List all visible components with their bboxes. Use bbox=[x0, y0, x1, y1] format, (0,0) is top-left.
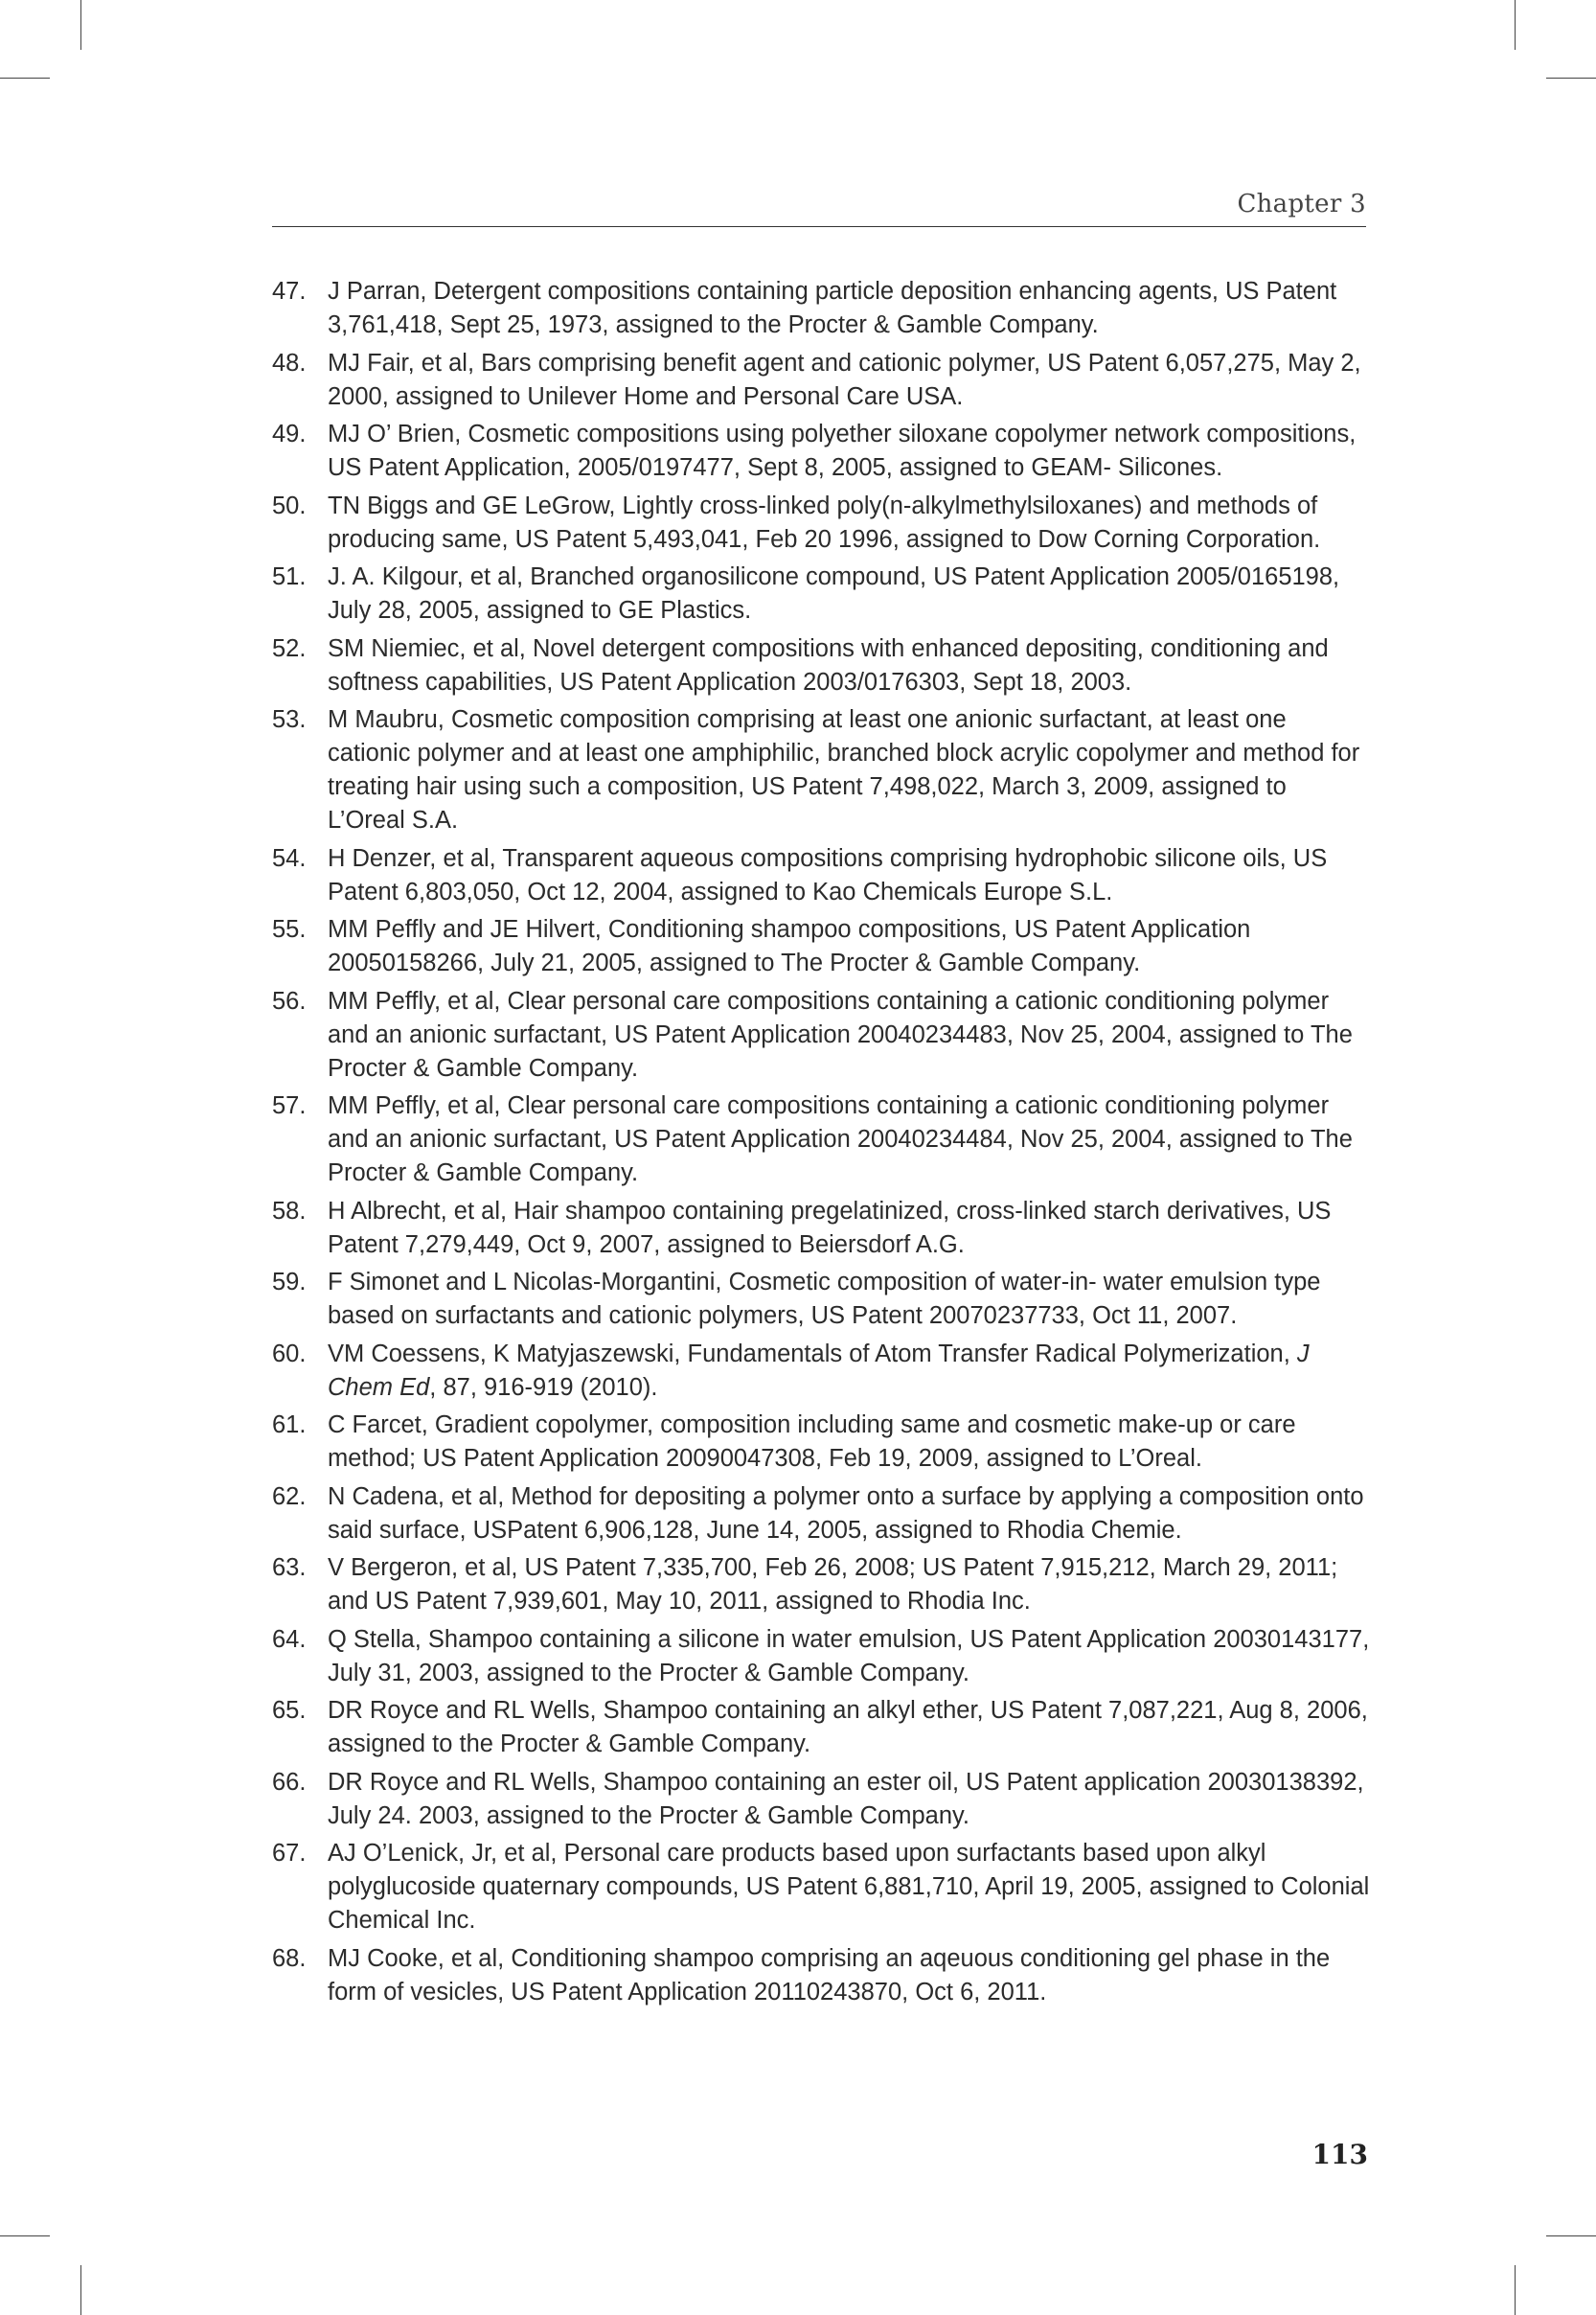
crop-mark bbox=[0, 2235, 50, 2236]
reference-item bbox=[272, 1551, 1370, 1618]
reference-number: 62. bbox=[272, 1482, 307, 1510]
reference-text: H Albrecht, et al, Hair shampoo containing pregelatinized, cross-linked starch derivatives, US Patent 7,279,449, Oct 9, 2007, assigned to Beiersdorf A.G. bbox=[328, 1197, 1332, 1258]
reference-number: 58. bbox=[272, 1197, 307, 1225]
reference-item bbox=[272, 1694, 1370, 1761]
reference-text: C Farcet, Gradient copolymer, composition including same and cosmetic make-up or care method; US Patent Application 20090047308, Feb 19, 2009, assigned to L’Oreal. bbox=[328, 1411, 1296, 1472]
reference-text: MM Peffly, et al, Clear personal care compositions containing a cationic conditioning polymer and an anionic surfactant, US Patent Application 20040234484, Nov 25, 2004, assigned to The Procter & Gamble Company. bbox=[328, 1092, 1353, 1186]
reference-text-part: VM Coessens, K Matyjaszewski, Fundamentals of Atom Transfer Radical Polymerization, bbox=[328, 1340, 1297, 1367]
reference-item bbox=[272, 561, 1370, 628]
reference-item bbox=[272, 1837, 1370, 1937]
reference-number: 60. bbox=[272, 1340, 307, 1367]
reference-text: MJ Cooke, et al, Conditioning shampoo comprising an aqeuous conditioning gel phase in the form of vesicles, US Patent Application 20110243870, Oct 6, 2011. bbox=[328, 1944, 1331, 2006]
reference-text: MM Peffly and JE Hilvert, Conditioning shampoo compositions, US Patent Application 20050158266, July 21, 2005, assigned to The Procter & Gamble Company. bbox=[328, 916, 1251, 976]
reference-number: 57. bbox=[272, 1092, 307, 1119]
reference-text: Q Stella, Shampoo containing a silicone in water emulsion, US Patent Application 20030143177, July 31, 2003, assigned to the Procter & Gamble Company. bbox=[328, 1625, 1370, 1686]
reference-item bbox=[272, 1089, 1370, 1190]
crop-mark bbox=[1515, 2265, 1516, 2315]
reference-item bbox=[272, 985, 1370, 1086]
reference-item bbox=[272, 1195, 1370, 1262]
reference-item bbox=[272, 490, 1370, 557]
reference-text: MJ Fair, et al, Bars comprising benefit agent and cationic polymer, US Patent 6,057,275, May 2, 2000, assigned to Unilever Home and Personal Care USA. bbox=[328, 349, 1361, 410]
reference-text: TN Biggs and GE LeGrow, Lightly cross-linked poly(n-alkylmethylsiloxanes) and methods of producing same, US Patent 5,493,041, Feb 20 1996, assigned to Dow Corning Corporation. bbox=[328, 492, 1321, 553]
reference-number: 61. bbox=[272, 1411, 307, 1438]
chapter-label: Chapter 3 bbox=[1237, 190, 1366, 218]
reference-text-part: , 87, 916-919 (2010). bbox=[429, 1373, 658, 1401]
reference-list bbox=[272, 275, 1370, 2013]
crop-mark bbox=[1546, 78, 1596, 79]
reference-number: 65. bbox=[272, 1697, 307, 1724]
reference-text: F Simonet and L Nicolas-Morgantini, Cosmetic composition of water-in- water emulsion type based on surfactants and cationic polymers, US Patent 20070237733, Oct 11, 2007. bbox=[328, 1269, 1321, 1329]
reference-number: 53. bbox=[272, 706, 307, 733]
reference-item bbox=[272, 1623, 1370, 1690]
reference-item bbox=[272, 275, 1370, 342]
reference-number: 67. bbox=[272, 1840, 307, 1867]
reference-text: J Parran, Detergent compositions containing particle deposition enhancing agents, US Patent 3,761,418, Sept 25, 1973, assigned to the Procter & Gamble Company. bbox=[328, 278, 1337, 338]
reference-number: 56. bbox=[272, 987, 307, 1015]
reference-item bbox=[272, 913, 1370, 980]
reference-number: 64. bbox=[272, 1625, 307, 1653]
reference-item bbox=[272, 1942, 1370, 2009]
reference-number: 55. bbox=[272, 916, 307, 943]
reference-text: MJ O’ Brien, Cosmetic compositions using polyether siloxane copolymer network compositions, US Patent Application, 2005/0197477, Sept 8, 2005, assigned to GEAM- Silicones. bbox=[328, 421, 1357, 481]
reference-number: 50. bbox=[272, 492, 307, 519]
crop-mark bbox=[1546, 2235, 1596, 2236]
crop-mark bbox=[80, 0, 81, 50]
reference-item bbox=[272, 632, 1370, 699]
page-number: 113 bbox=[1311, 2139, 1368, 2170]
reference-item bbox=[272, 347, 1370, 414]
reference-item bbox=[272, 1409, 1370, 1476]
reference-number: 51. bbox=[272, 563, 307, 590]
reference-item bbox=[272, 1266, 1370, 1333]
running-header bbox=[272, 190, 1366, 227]
reference-text: J. A. Kilgour, et al, Branched organosilicone compound, US Patent Application 2005/0165198, July 28, 2005, assigned to GE Plastics. bbox=[328, 563, 1340, 624]
crop-mark bbox=[0, 78, 50, 79]
reference-number: 54. bbox=[272, 844, 307, 872]
crop-mark bbox=[1515, 0, 1516, 50]
reference-number: 49. bbox=[272, 421, 307, 447]
reference-item bbox=[272, 1480, 1370, 1547]
reference-text: V Bergeron, et al, US Patent 7,335,700, Feb 26, 2008; US Patent 7,915,212, March 29, 2011; and US Patent 7,939,601, May 10, 2011, assigned to Rhodia Inc. bbox=[328, 1554, 1338, 1615]
reference-text: H Denzer, et al, Transparent aqueous compositions comprising hydrophobic silicone oils, US Patent 6,803,050, Oct 12, 2004, assigned to Kao Chemicals Europe S.L. bbox=[328, 844, 1328, 905]
reference-text: M Maubru, Cosmetic composition comprising at least one anionic surfactant, at least one cationic polymer and at least one amphiphilic, branched block acrylic copolymer and method for treating hair using such a composition, US Patent 7,498,022, March 3, 2009, assigned to L’Oreal S.A. bbox=[328, 706, 1360, 834]
reference-item bbox=[272, 1338, 1370, 1405]
reference-text: SM Niemiec, et al, Novel detergent compositions with enhanced depositing, conditioning and softness capabilities, US Patent Application 2003/0176303, Sept 18, 2003. bbox=[328, 634, 1329, 696]
reference-number: 48. bbox=[272, 349, 307, 377]
reference-text: DR Royce and RL Wells, Shampoo containing an alkyl ether, US Patent 7,087,221, Aug 8, 2006, assigned to the Procter & Gamble Company. bbox=[328, 1697, 1368, 1757]
reference-number: 63. bbox=[272, 1554, 307, 1581]
reference-text: DR Royce and RL Wells, Shampoo containing an ester oil, US Patent application 20030138392, July 24. 2003, assigned to the Procter & Gamble Company. bbox=[328, 1768, 1364, 1829]
reference-text bbox=[328, 1338, 1370, 1405]
reference-text: AJ O’Lenick, Jr, et al, Personal care products based upon surfactants based upon alkyl polyglucoside quaternary compounds, US Patent 6,881,710, April 19, 2005, assigned to Colonial Chemical Inc. bbox=[328, 1840, 1370, 1934]
journal-title: J Chem Ed bbox=[328, 1340, 1310, 1401]
reference-text: N Cadena, et al, Method for depositing a polymer onto a surface by applying a composition onto said surface, USPatent 6,906,128, June 14, 2005, assigned to Rhodia Chemie. bbox=[328, 1482, 1364, 1544]
reference-item bbox=[272, 842, 1370, 909]
reference-number: 47. bbox=[272, 278, 307, 305]
reference-number: 68. bbox=[272, 1944, 307, 1972]
reference-text: MM Peffly, et al, Clear personal care compositions containing a cationic conditioning polymer and an anionic surfactant, US Patent Application 20040234483, Nov 25, 2004, assigned to The Procter & Gamble Company. bbox=[328, 987, 1353, 1082]
crop-mark bbox=[80, 2265, 81, 2315]
reference-item bbox=[272, 418, 1370, 485]
reference-number: 66. bbox=[272, 1768, 307, 1796]
reference-item bbox=[272, 1766, 1370, 1833]
reference-number: 52. bbox=[272, 634, 307, 662]
reference-item bbox=[272, 703, 1370, 837]
reference-number: 59. bbox=[272, 1269, 307, 1295]
